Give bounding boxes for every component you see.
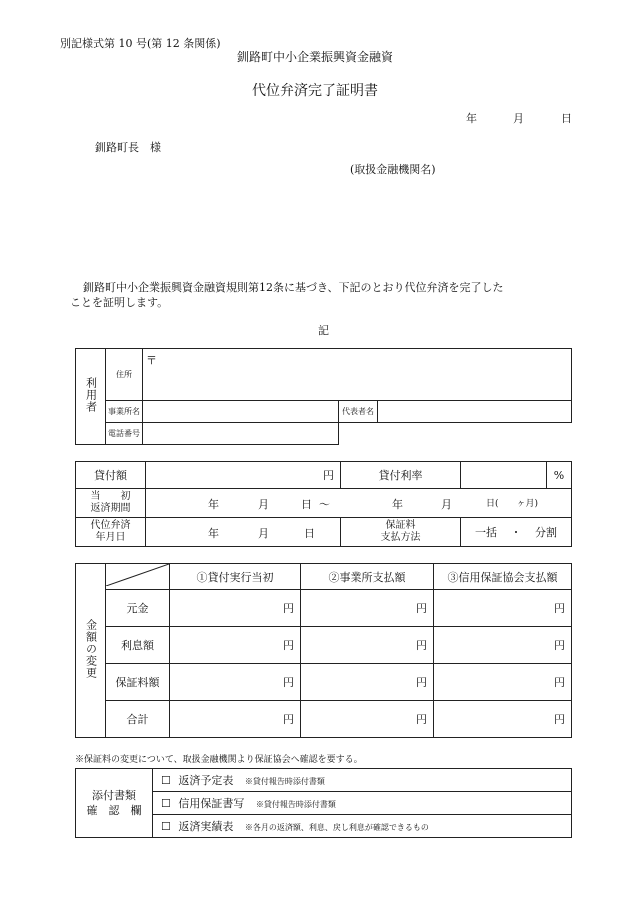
user-section-label: 利用者 bbox=[76, 349, 106, 445]
row-label-interest: 利息額 bbox=[106, 627, 170, 664]
period-tilde: 〜 bbox=[319, 498, 330, 511]
installment-option[interactable]: 分割 bbox=[535, 526, 557, 539]
attachment-item: ☐ 信用保証書写 ※貸付報告時添付書類 bbox=[153, 792, 572, 815]
period-start-month: 月 bbox=[258, 498, 269, 511]
phone-label: 電話番号 bbox=[106, 423, 143, 445]
option-separator: ・ bbox=[510, 526, 522, 539]
addressee: 釧路町長 様 bbox=[95, 141, 161, 154]
checkbox-repayment-schedule[interactable]: ☐ bbox=[161, 774, 171, 787]
user-table bbox=[75, 348, 572, 445]
principal-office[interactable]: 円 bbox=[301, 590, 434, 627]
attachment-item: ☐ 返済予定表 ※貸付報告時添付書類 bbox=[153, 769, 572, 792]
address-label: 住所 bbox=[106, 349, 143, 401]
period-end-month: 月 bbox=[441, 498, 452, 511]
rate-field[interactable] bbox=[461, 462, 547, 489]
attachments-label: 添付書類 確 認 欄 bbox=[76, 769, 153, 838]
loan-table bbox=[75, 461, 572, 547]
statement-line2: ことを証明します。 bbox=[70, 296, 169, 309]
office-field[interactable] bbox=[143, 401, 339, 423]
date-day-label: 日 bbox=[561, 112, 572, 125]
change-section-label: 金額の変更 bbox=[76, 564, 106, 738]
checkbox-repayment-record[interactable]: ☐ bbox=[161, 820, 171, 833]
attachments-table bbox=[75, 768, 572, 838]
interest-guarantee[interactable]: 円 bbox=[434, 627, 572, 664]
period-end-year: 年 bbox=[392, 498, 403, 511]
postal-mark: 〒 bbox=[146, 354, 157, 367]
date-month-label: 月 bbox=[513, 112, 524, 125]
issuer-label: (取扱金融機関名) bbox=[350, 163, 436, 176]
form-number: 別記様式第 10 号(第 12 条関係) bbox=[60, 37, 221, 50]
percent-sign: % bbox=[547, 462, 572, 489]
sub-year: 年 bbox=[208, 527, 219, 540]
phone-field[interactable] bbox=[143, 423, 339, 445]
rep-field[interactable] bbox=[378, 401, 572, 423]
checkbox-guarantee-copy[interactable]: ☐ bbox=[161, 797, 171, 810]
fee-guarantee[interactable]: 円 bbox=[434, 664, 572, 701]
amount-field[interactable] bbox=[146, 462, 341, 489]
period-start-day: 日 bbox=[301, 498, 312, 511]
statement-line1: 釧路町中小企業振興資金融資規則第12条に基づき、下記のとおり代位弁済を完了した bbox=[83, 281, 504, 294]
sub-month: 月 bbox=[258, 527, 269, 540]
interest-office[interactable]: 円 bbox=[301, 627, 434, 664]
total-office[interactable]: 円 bbox=[301, 701, 434, 738]
diagonal-header-cell bbox=[106, 564, 170, 590]
interest-initial[interactable]: 円 bbox=[170, 627, 301, 664]
principal-initial[interactable]: 円 bbox=[170, 590, 301, 627]
fee-method-options[interactable] bbox=[461, 518, 572, 547]
initial-period-field[interactable] bbox=[146, 489, 572, 518]
row-label-fee: 保証料額 bbox=[106, 664, 170, 701]
period-months: 日( ヶ月) bbox=[486, 499, 539, 509]
diagonal-line bbox=[106, 564, 169, 586]
sub-day: 日 bbox=[304, 527, 315, 540]
page-title: 代位弁済完了証明書 bbox=[252, 83, 378, 99]
period-start-year: 年 bbox=[208, 498, 219, 511]
total-initial[interactable]: 円 bbox=[170, 701, 301, 738]
attachment-item: ☐ 返済実績表 ※各月の返済額、利息、戻し利息が確認できるもの bbox=[153, 815, 572, 838]
subrogation-date-field[interactable] bbox=[146, 518, 341, 547]
form-subtitle: 釧路町中小企業振興資金融資 bbox=[236, 50, 393, 64]
col-office-paid: ②事業所支払額 bbox=[301, 564, 434, 590]
amount-yen: 円 bbox=[323, 469, 334, 482]
fee-method-label: 保証料 支払方法 bbox=[341, 518, 461, 547]
office-label: 事業所名 bbox=[106, 401, 143, 423]
date-year-label: 年 bbox=[466, 112, 477, 125]
ki-label: 記 bbox=[318, 324, 329, 337]
lump-sum-option[interactable]: 一括 bbox=[475, 526, 497, 539]
guarantee-fee-note: ※保証料の変更について、取扱金融機関より保証協会へ確認を要する。 bbox=[75, 755, 363, 765]
col-guarantee-paid: ③信用保証協会支払額 bbox=[434, 564, 572, 590]
address-field[interactable] bbox=[143, 349, 572, 401]
col-initial: ①貸付実行当初 bbox=[170, 564, 301, 590]
row-label-principal: 元金 bbox=[106, 590, 170, 627]
subrogation-date-label: 代位弁済 年月日 bbox=[76, 518, 146, 547]
rep-label: 代表者名 bbox=[339, 401, 378, 423]
total-guarantee[interactable]: 円 bbox=[434, 701, 572, 738]
rate-label: 貸付利率 bbox=[341, 462, 461, 489]
principal-guarantee[interactable]: 円 bbox=[434, 590, 572, 627]
fee-office[interactable]: 円 bbox=[301, 664, 434, 701]
amount-label: 貸付額 bbox=[76, 462, 146, 489]
fee-initial[interactable]: 円 bbox=[170, 664, 301, 701]
row-label-total: 合計 bbox=[106, 701, 170, 738]
amount-change-table bbox=[75, 563, 572, 738]
initial-period-label: 当 初 返済期間 bbox=[76, 489, 146, 518]
